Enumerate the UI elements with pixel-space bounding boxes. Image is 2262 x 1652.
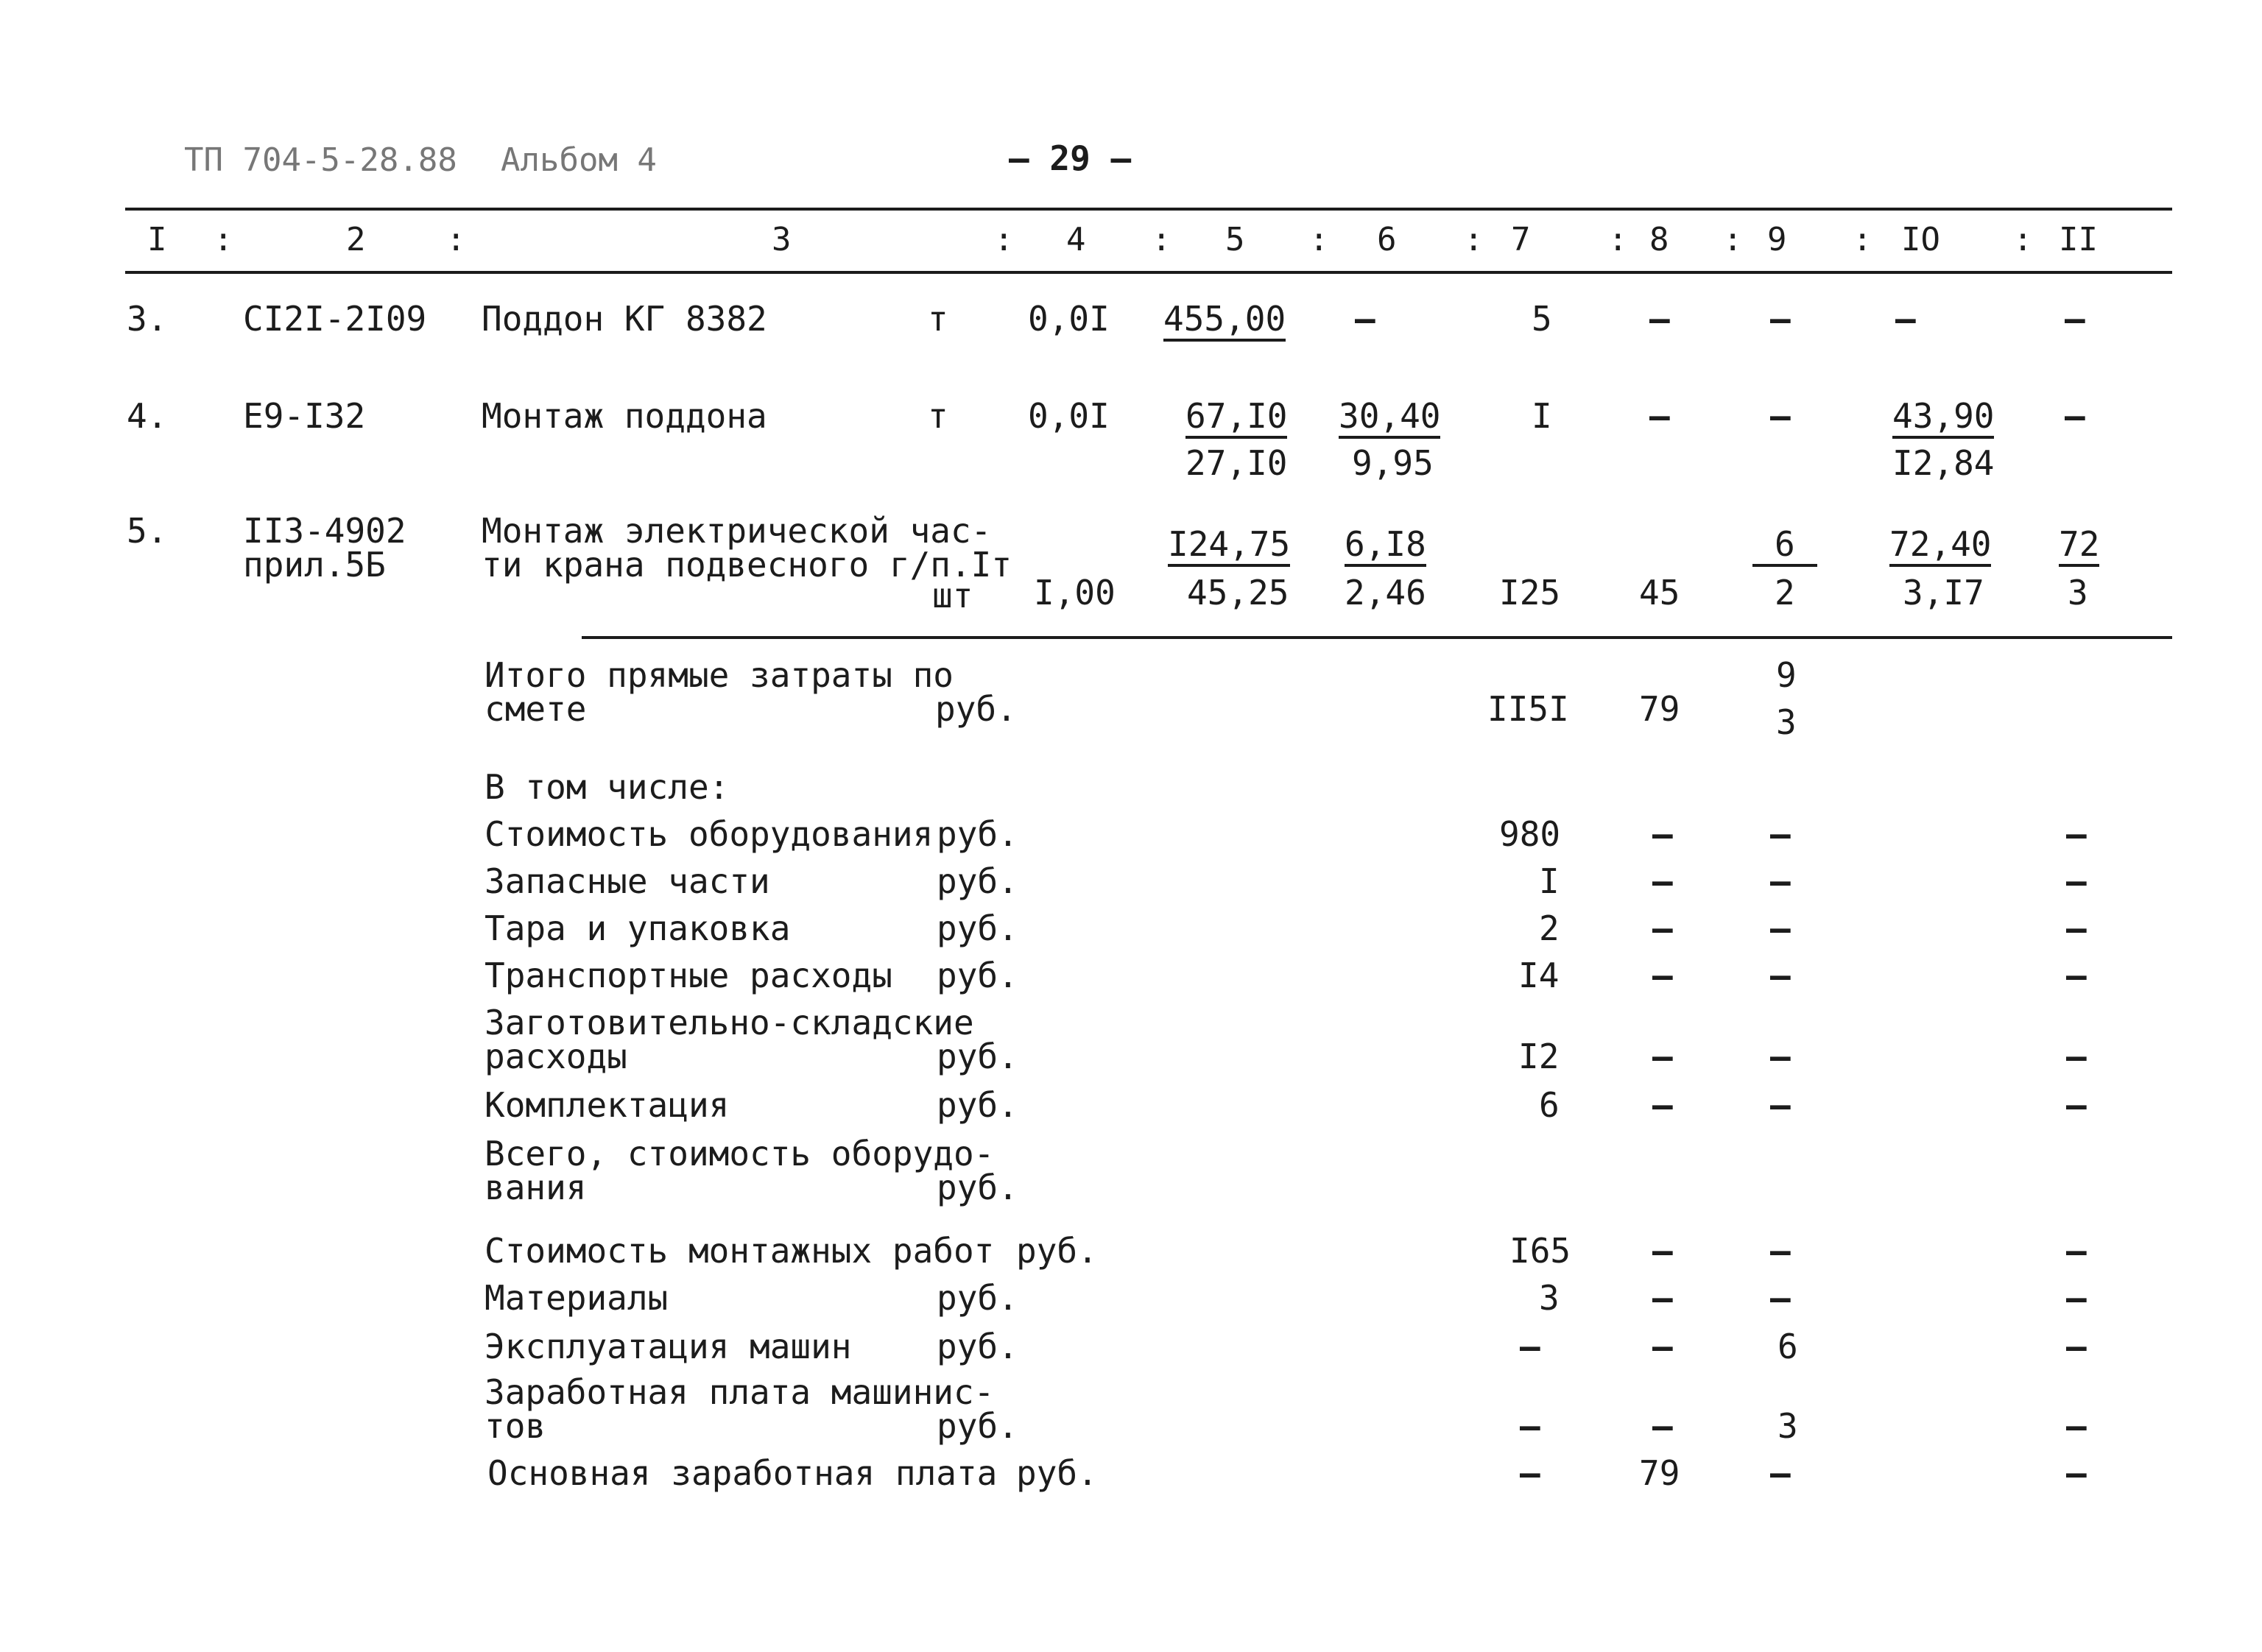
row-col10: –	[1895, 299, 1916, 339]
summary-item-col11: –	[2066, 1453, 2087, 1493]
row-col9-top: 6	[1752, 527, 1817, 567]
including-label: В том числе:	[485, 767, 730, 807]
summary-item-col8: –	[1652, 1037, 1673, 1076]
summary-item-col11: –	[2066, 908, 2087, 948]
summary-item-label: Тара и упаковка	[485, 908, 791, 948]
row-name-line1: Монтаж электрической час-	[482, 511, 992, 551]
summary-item-label-cont: тов	[485, 1406, 546, 1446]
summary-item-label: Эксплуатация машин	[485, 1327, 852, 1366]
row-code: Е9-I32	[243, 396, 366, 436]
col-sep: :	[214, 221, 233, 258]
subtotal-col9-top: 9	[1776, 655, 1797, 695]
col-sep: :	[446, 221, 466, 258]
subtotal-label-line1: Итого прямые затраты по	[485, 655, 954, 695]
page-number: – 29 –	[1009, 138, 1132, 178]
row-number: 5.	[127, 511, 168, 551]
col-header-2: 2	[346, 221, 366, 258]
summary-item-unit: руб.	[937, 1168, 1018, 1207]
summary-item-col7: 980	[1499, 814, 1561, 854]
row-col7: 5	[1532, 299, 1552, 339]
col-header-6: 6	[1377, 221, 1397, 258]
summary-item-label: Материалы	[485, 1278, 669, 1318]
summary-item-col9: –	[1770, 861, 1791, 901]
col-header-9: 9	[1767, 221, 1787, 258]
row-col10-bottom: 3,I7	[1903, 573, 1984, 613]
subtotal-rule	[582, 636, 2172, 639]
subtotal-col9-bottom: 3	[1776, 702, 1797, 742]
summary-item-col7: –	[1520, 1327, 1540, 1366]
summary-item-unit: руб.	[937, 1085, 1018, 1125]
row-qty: 0,0I	[1028, 299, 1110, 339]
summary-item-col8: –	[1652, 861, 1673, 901]
summary-item-col11: –	[2066, 861, 2087, 901]
row-col11: –	[2065, 396, 2085, 436]
summary-item-col8: –	[1652, 956, 1673, 995]
summary-item-unit: руб.	[1016, 1453, 1098, 1493]
summary-item-label: Стоимость оборудования	[485, 814, 934, 854]
summary-item-col8: –	[1652, 908, 1673, 948]
summary-item-unit: руб.	[937, 861, 1018, 901]
summary-item-col7: 6	[1539, 1085, 1560, 1125]
summary-item-col7: I2	[1518, 1037, 1560, 1076]
col-sep: :	[2013, 221, 2033, 258]
summary-item-col9: –	[1770, 1085, 1791, 1125]
album-label: Альбом 4	[501, 141, 657, 179]
summary-item-col9: –	[1770, 908, 1791, 948]
row-col5-bottom: 27,I0	[1185, 443, 1288, 483]
row-name-line2: ти крана подвесного г/п.Iт	[482, 545, 1012, 585]
col-header-3: 3	[772, 221, 792, 258]
col-header-8: 8	[1649, 221, 1669, 258]
row-qty: 0,0I	[1028, 396, 1110, 436]
row-code: IIЗ-4902	[243, 511, 406, 551]
row-col6-bottom: 9,95	[1352, 443, 1434, 483]
row-col5-bottom: 45,25	[1187, 573, 1289, 613]
summary-item-col7: –	[1520, 1453, 1540, 1493]
summary-item-col11: –	[2066, 1085, 2087, 1125]
summary-item-col11: –	[2066, 1406, 2087, 1446]
col-sep: :	[1464, 221, 1484, 258]
row-col5: 455,00	[1163, 302, 1286, 342]
summary-item-col7: I4	[1518, 956, 1560, 995]
col-header-10: IO	[1901, 221, 1940, 258]
summary-item-label: Основная заработная плата	[487, 1453, 998, 1493]
summary-item-col7: –	[1520, 1406, 1540, 1446]
summary-item-col7: 3	[1539, 1278, 1560, 1318]
row-col7: I25	[1499, 573, 1561, 613]
row-col11-bottom: 3	[2068, 573, 2088, 613]
row-col8: –	[1649, 299, 1670, 339]
col-header-7: 7	[1511, 221, 1531, 258]
summary-item-col9: –	[1770, 956, 1791, 995]
row-unit: т	[928, 396, 948, 436]
summary-item-unit: руб.	[937, 814, 1018, 854]
row-col7: I	[1532, 396, 1552, 436]
summary-item-col11: –	[2066, 1327, 2087, 1366]
col-sep: :	[1152, 221, 1171, 258]
summary-item-col9: –	[1770, 1037, 1791, 1076]
summary-item-col11: –	[2066, 1037, 2087, 1076]
row-col11: –	[2065, 299, 2085, 339]
row-col9: –	[1770, 396, 1791, 436]
row-code: СI2I-2I09	[243, 299, 427, 339]
summary-item-col8: –	[1652, 814, 1673, 854]
row-col6: –	[1355, 299, 1375, 339]
summary-item-col11: –	[2066, 1231, 2087, 1271]
header-bottom-rule	[125, 271, 2172, 274]
summary-item-label-cont: вания	[485, 1168, 587, 1207]
summary-item-label: Запасные части	[485, 861, 770, 901]
row-col8: 45	[1639, 573, 1680, 613]
summary-item-label-cont: расходы	[485, 1037, 627, 1076]
summary-item-col7: I	[1539, 861, 1560, 901]
summary-item-col8: –	[1652, 1278, 1673, 1318]
summary-item-col8: –	[1652, 1085, 1673, 1125]
row-col5-top: I24,75	[1168, 527, 1290, 567]
row-qty: I,00	[1034, 573, 1116, 613]
summary-item-unit: руб.	[937, 1406, 1018, 1446]
summary-item-label: Комплектация	[485, 1085, 730, 1125]
row-col10-top: 43,90	[1892, 399, 1994, 439]
summary-item-col11: –	[2066, 814, 2087, 854]
col-header-4: 4	[1066, 221, 1086, 258]
row-col10-top: 72,40	[1889, 527, 1991, 567]
summary-item-col8: –	[1652, 1231, 1673, 1271]
row-col9: –	[1770, 299, 1791, 339]
summary-item-col8: –	[1652, 1406, 1673, 1446]
row-col5-top: 67,I0	[1185, 399, 1287, 439]
summary-item-col8: 79	[1639, 1453, 1680, 1493]
col-header-11: II	[2059, 221, 2098, 258]
subtotal-label-line2: смете	[485, 689, 587, 729]
summary-item-col9: 6	[1777, 1327, 1798, 1366]
row-col8: –	[1649, 396, 1670, 436]
document-code: ТП 704-5-28.88	[184, 141, 457, 179]
table-top-rule	[125, 208, 2172, 211]
col-sep: :	[1309, 221, 1329, 258]
row-unit: шт	[932, 576, 973, 615]
summary-item-col11: –	[2066, 956, 2087, 995]
subtotal-col7: II5I	[1487, 689, 1569, 729]
col-sep: :	[1723, 221, 1743, 258]
summary-item-col9: –	[1770, 1453, 1791, 1493]
row-col10-bottom: I2,84	[1892, 443, 1995, 483]
summary-item-label: Всего, стоимость оборудо-	[485, 1134, 995, 1173]
col-header-1: I	[147, 221, 167, 258]
row-number: 3.	[127, 299, 168, 339]
row-name: Монтаж поддона	[482, 396, 767, 436]
row-unit: т	[928, 299, 948, 339]
summary-item-label: Заработная плата машинис-	[485, 1372, 995, 1412]
subtotal-col8: 79	[1639, 689, 1680, 729]
row-col11-top: 72	[2059, 527, 2099, 567]
summary-item-unit: руб.	[937, 1327, 1018, 1366]
col-sep: :	[1853, 221, 1872, 258]
summary-item-col9: –	[1770, 1278, 1791, 1318]
summary-item-col9: –	[1770, 1231, 1791, 1271]
row-col6-top: 30,40	[1339, 399, 1440, 439]
summary-item-unit: руб.	[937, 908, 1018, 948]
summary-item-label: Транспортные расходы	[485, 956, 892, 995]
row-name: Поддон КГ 8382	[482, 299, 767, 339]
summary-item-col9: 3	[1777, 1406, 1798, 1446]
summary-item-unit: руб.	[1016, 1231, 1098, 1271]
col-sep: :	[1608, 221, 1628, 258]
summary-item-col9: –	[1770, 814, 1791, 854]
row-col9-bottom: 2	[1775, 573, 1795, 613]
col-sep: :	[994, 221, 1014, 258]
summary-item-col8: –	[1652, 1327, 1673, 1366]
summary-item-col7: 2	[1539, 908, 1560, 948]
summary-item-label: Стоимость монтажных работ	[485, 1231, 995, 1271]
subtotal-unit: руб.	[935, 689, 1017, 729]
summary-item-unit: руб.	[937, 956, 1018, 995]
row-code-appendix: прил.5Б	[243, 545, 386, 585]
summary-item-unit: руб.	[937, 1278, 1018, 1318]
col-header-5: 5	[1225, 221, 1245, 258]
row-number: 4.	[127, 396, 168, 436]
row-col6-bottom: 2,46	[1345, 573, 1426, 613]
summary-item-unit: руб.	[937, 1037, 1018, 1076]
row-col6-top: 6,I8	[1345, 527, 1426, 567]
summary-item-col11: –	[2066, 1278, 2087, 1318]
summary-item-col7: I65	[1509, 1231, 1571, 1271]
summary-item-label: Заготовительно-складские	[485, 1003, 974, 1042]
